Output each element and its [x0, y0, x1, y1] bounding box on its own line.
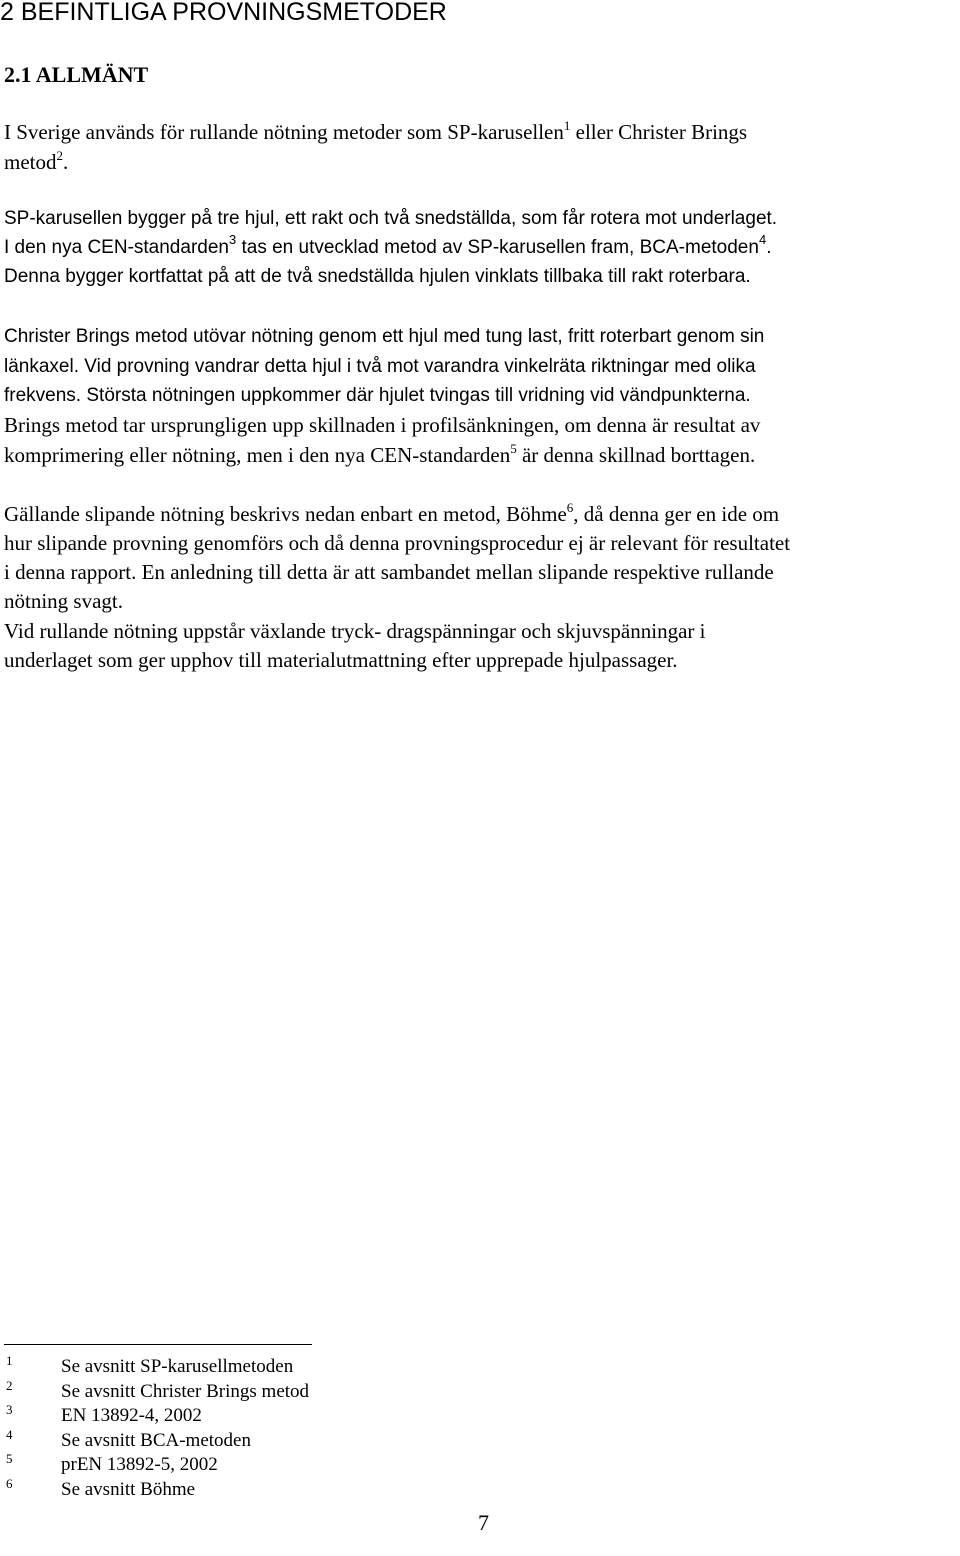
footnote-text: EN 13892-4, 2002 [61, 1405, 202, 1426]
paragraph-4-line-3: i denna rapport. En anledning till detta är att sambandet mellan slipande respektive rullande [4, 560, 774, 584]
footnote-number: 4 [6, 1427, 13, 1442]
paragraph-3-line-2: länkaxel. Vid provning vandrar detta hjul i två mot varandra vinkelräta riktningar med olika [4, 356, 756, 377]
paragraph-2-line-2: I den nya CEN-standarden$^3$ tas en utvecklad metod av SP-karusellen fram, BCA-metoden$^4$. [4, 232, 772, 258]
paragraph-3-line-4: Brings metod tar ursprungligen upp skillnaden i profilsänkningen, om denna är resultat av [4, 413, 761, 437]
footnote-number: 2 [6, 1378, 13, 1393]
subsection-heading: 2.1 ALLMÄNT [4, 62, 149, 87]
section-heading: 2 BEFINTLIGA PROVNINGSMETODER [0, 0, 447, 26]
footnote-ref-6[interactable]: 6 [566, 500, 574, 515]
footnote-text: Se avsnitt Christer Brings metod [61, 1381, 310, 1402]
paragraph-3-line-1: Christer Brings metod utövar nötning genom ett hjul med tung last, fritt roterbart genom sin [4, 326, 765, 347]
paragraph-4-line-6: underlaget som ger upphov till materialutmattning efter upprepade hjulpassager. [4, 648, 678, 672]
footnote-number: 5 [6, 1451, 13, 1466]
footnote-ref-3[interactable]: 3 [228, 232, 237, 247]
paragraph-2-line-1: SP-karusellen bygger på tre hjul, ett rakt och två snedställda, som får rotera mot underlaget. [4, 208, 778, 229]
paragraph-3-line-5: komprimering eller nötning, men i den nya CEN-standarden$^5$ är denna skillnad borttagen. [4, 441, 756, 467]
paragraph-1-line-2: metod$^2$. [4, 148, 69, 174]
paragraph-2-line-3: Denna bygger kortfattat på att de två snedställda hjulen vinklats tillbaka till rakt roterbara. [4, 266, 751, 287]
footnote-divider [4, 1344, 312, 1345]
page-number: 7 [478, 1510, 489, 1535]
footnote-ref-5[interactable]: 5 [510, 441, 517, 456]
footnote-text: prEN 13892-5, 2002 [61, 1454, 218, 1475]
footnote-ref-4[interactable]: 4 [758, 232, 767, 247]
footnote-ref-1[interactable]: 1 [563, 118, 571, 133]
paragraph-4-line-1: Gällande slipande nötning beskrivs nedan enbart en metod, Böhme$^6$, då denna ger en ide om [4, 500, 780, 526]
footnote-text: Se avsnitt SP-karusellmetoden [61, 1356, 294, 1377]
paragraph-3-line-3: frekvens. Största nötningen uppkommer där hjulet tvingas till vridning vid vändpunkterna. [4, 385, 751, 406]
footnote-number: 6 [6, 1476, 13, 1491]
footnote-text: Se avsnitt BCA-metoden [61, 1430, 251, 1451]
footnote-number: 1 [6, 1353, 13, 1368]
paragraph-4-line-4: nötning svagt. [4, 589, 123, 613]
footnote-text: Se avsnitt Böhme [61, 1479, 196, 1500]
paragraph-1-line-1: I Sverige används för rullande nötning metoder som SP-karusellen$^1$ eller Christer Brings [4, 118, 748, 144]
paragraph-4-line-5: Vid rullande nötning uppstår växlande tryck- dragspänningar och skjuvspänningar i [4, 619, 706, 643]
footnote-number: 3 [6, 1402, 13, 1417]
paragraph-4-line-2: hur slipande provning genomförs och då denna provningsprocedur ej är relevant för resultatet [4, 531, 791, 555]
footnote-ref-2[interactable]: 2 [56, 148, 63, 163]
